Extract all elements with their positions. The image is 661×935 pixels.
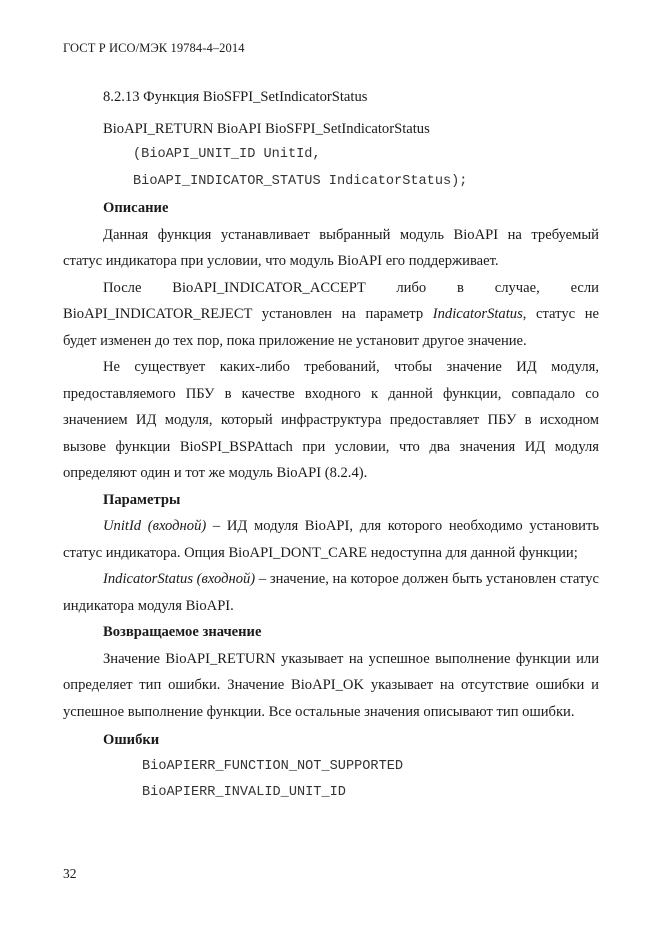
signature-line-1: BioAPI_RETURN BioAPI BioSFPI_SetIndicatorStatus (103, 120, 430, 137)
description-paragraph-3: Не существует каких-либо требований, чтобы значение ИД модуля, предоставляемого ПБУ в качестве входного к данной функции, совпадало со значением ИД модуля, который инфраструктура предоставляет ПБУ в исходном вызове функции BioSPI_BSPAttach при условии, что два значения ИД модуля определяют один и тот же модуль BioAPI (8.2.4). (63, 359, 599, 481)
signature-line-3: BioAPI_INDICATOR_STATUS IndicatorStatus); (133, 173, 468, 189)
description-paragraph-2-line-1: После BioAPI_INDICATOR_ACCEPT либо в случае, если (103, 279, 599, 296)
parameter-unitid-term: UnitId (входной) (103, 518, 207, 534)
error-item: BioAPIERR_FUNCTION_NOT_SUPPORTED (142, 758, 404, 774)
error-item: BioAPIERR_INVALID_UNIT_ID (142, 785, 346, 800)
parameters-heading: Параметры (103, 491, 181, 508)
page-header: ГОСТ Р ИСО/МЭК 19784-4–2014 (63, 41, 245, 55)
description-heading: Описание (103, 200, 169, 216)
page-number: 32 (63, 866, 77, 881)
parameter-indicatorstatus (63, 566, 599, 619)
signature-line-2: (BioAPI_UNIT_ID UnitId, (133, 147, 321, 162)
indicator-status-param: IndicatorStatus (432, 306, 523, 322)
parameter-indicatorstatus-term: IndicatorStatus (входной) (103, 571, 256, 587)
page-content (63, 84, 599, 807)
return-value-heading: Возвращаемое значение (103, 624, 262, 640)
errors-heading: Ошибки (103, 732, 160, 748)
parameter-unitid (63, 513, 599, 566)
return-value-paragraph: Значение BioAPI_RETURN указывает на успешное выполнение функции или определяет тип ошибки. Значение BioAPI_OK указывает на отсутствие ошибки и успешное выполнение функции. Все остальные значения описывают тип ошибки. (63, 650, 599, 720)
parameter-unitid-text: – ИД модуля BioAPI, для которого необходимо установить статус индикатора. Опция BioAPI_DONT_CARE недоступна для данной функции; (63, 518, 599, 561)
description-paragraph-2 (63, 301, 599, 354)
description-p2-after: , статус не будет изменен до тех пор, пока приложение не установит другое значение. (63, 306, 600, 349)
section-title: 8.2.13 Функция BioSFPI_SetIndicatorStatus (103, 89, 368, 105)
description-p2-before: BioAPI_INDICATOR_REJECT установлен на параметр (63, 306, 433, 322)
parameter-indicatorstatus-text: – значение, на которое должен быть установлен статус индикатора модуля BioAPI. (63, 571, 599, 614)
description-paragraph-1: Данная функция устанавливает выбранный модуль BioAPI на требуемый статус индикатора при условии, что модуль BioAPI его поддерживает. (63, 226, 599, 269)
